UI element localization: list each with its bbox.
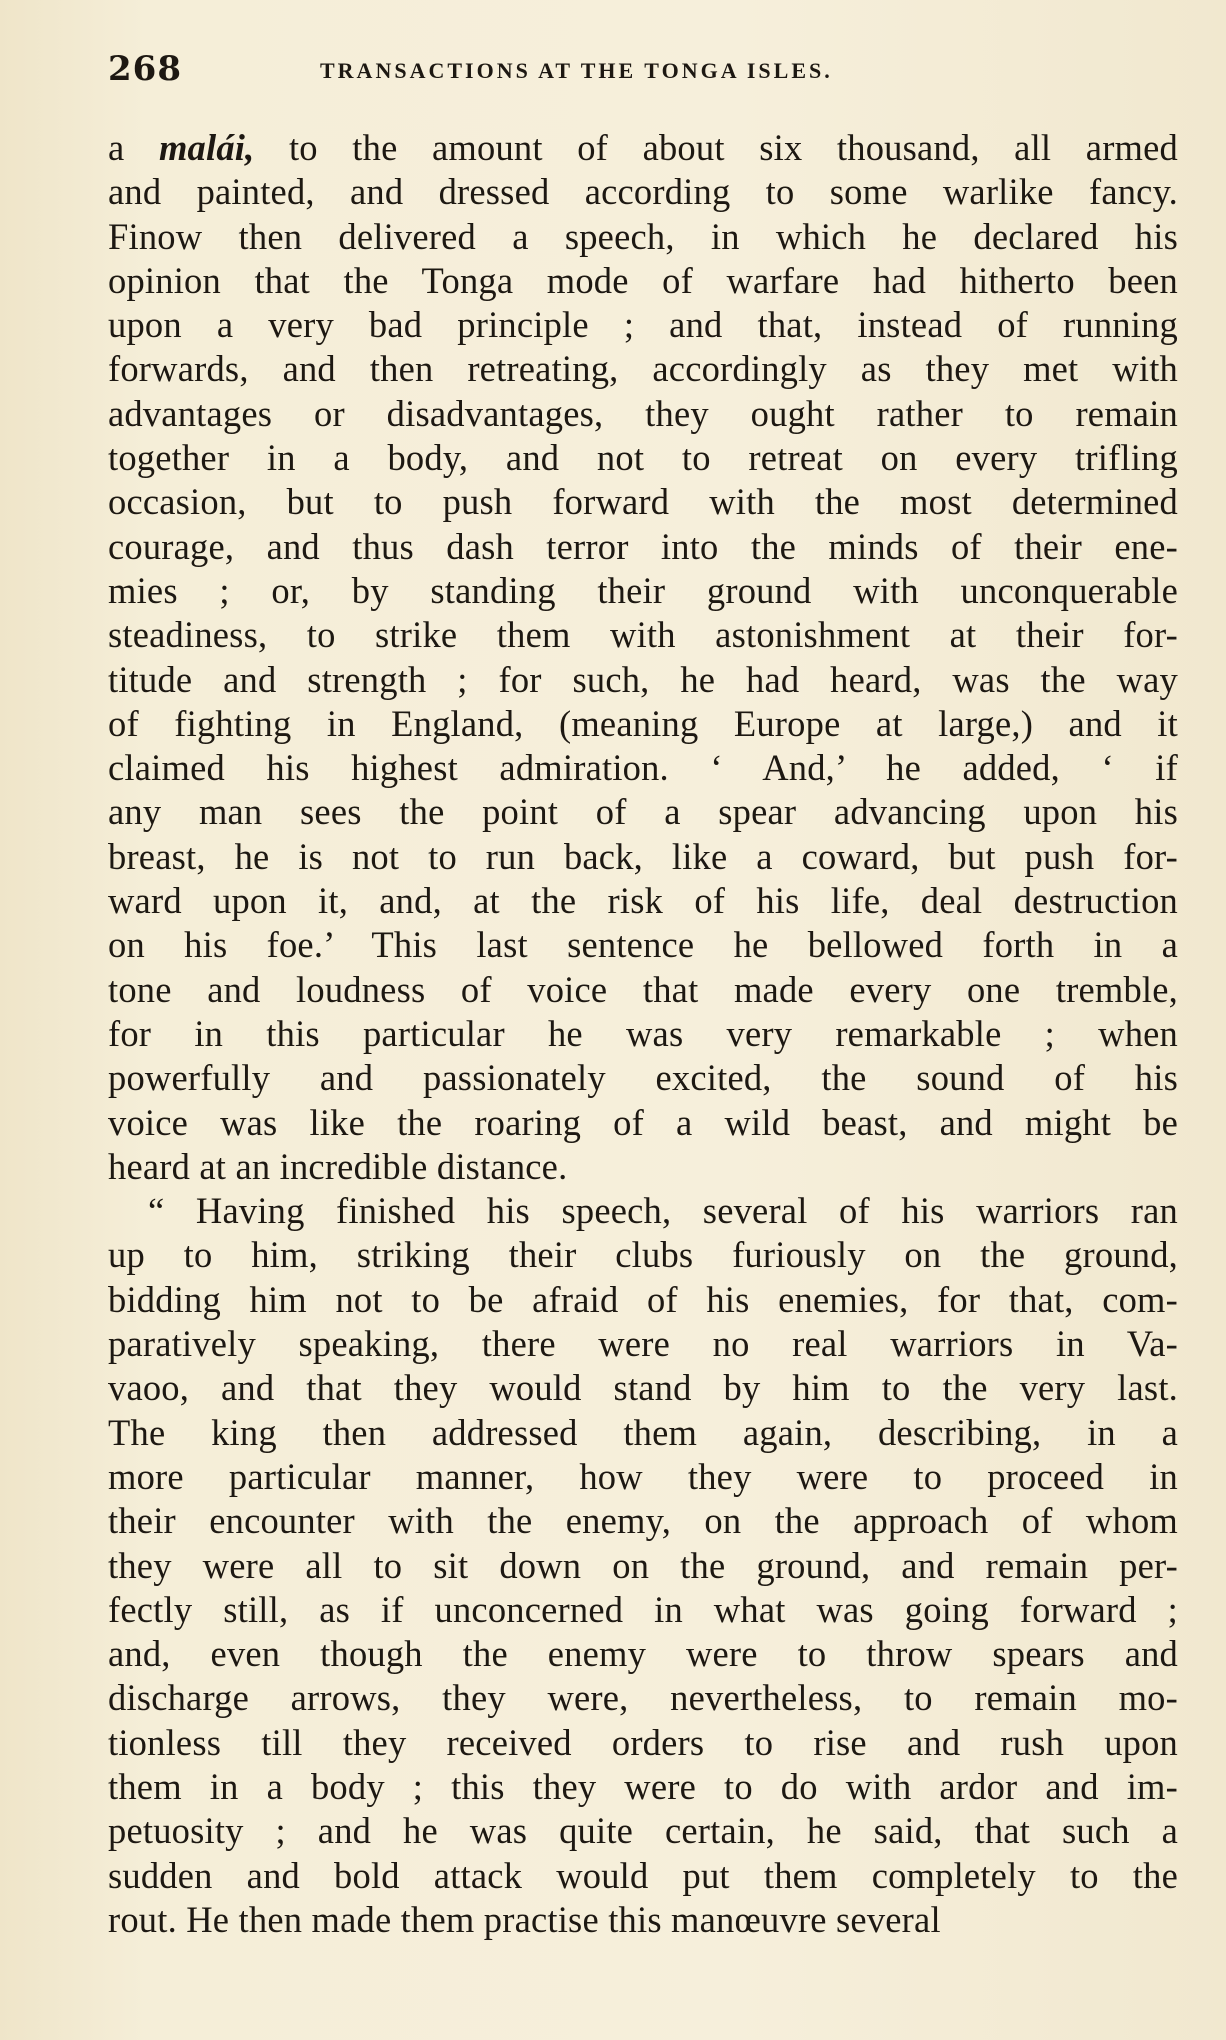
text-line: advantages or disadvantages, they ought rather to remain (108, 392, 1178, 434)
text-line: any man sees the point of a spear advancing upon his (108, 791, 1178, 833)
text-line: breast, he is not to run back, like a coward, but push for- (108, 835, 1178, 877)
text-line: their encounter with the enemy, on the approach of whom (108, 1500, 1178, 1542)
text-line: courage, and thus dash terror into the minds of their ene- (108, 525, 1178, 567)
text-line: Finow then delivered a speech, in which he declared his (108, 215, 1178, 257)
text-line (108, 126, 1178, 170)
text-line: up to him, striking their clubs furiously on the ground, (108, 1234, 1178, 1276)
text-line: tone and loudness of voice that made every one tremble, (108, 968, 1178, 1010)
text-line: claimed his highest admiration. ‘ And,’ he added, ‘ if (108, 747, 1178, 789)
text-line: upon a very bad principle ; and that, instead of running (108, 304, 1178, 346)
text-line: fectly still, as if unconcerned in what was going forward ; (108, 1588, 1178, 1630)
paragraph (108, 126, 1178, 1189)
text-line: and painted, and dressed according to some warlike fancy. (108, 171, 1178, 213)
text-line: “ Having finished his speech, several of his warriors ran (148, 1190, 1178, 1232)
text-line: The king then addressed them again, describing, in a (108, 1411, 1178, 1453)
text-line: discharge arrows, they were, nevertheless, to remain mo- (108, 1677, 1178, 1719)
text-line: and, even though the enemy were to throw spears and (108, 1633, 1178, 1675)
text-line: tionless till they received orders to rise and rush upon (108, 1721, 1178, 1763)
text-fragment: a (108, 127, 159, 168)
page-header (108, 44, 1178, 94)
text-line: them in a body ; this they were to do with ardor and im- (108, 1765, 1178, 1807)
text-line: on his foe.’ This last sentence he bellowed forth in a (108, 924, 1178, 966)
text-line: occasion, but to push forward with the most determined (108, 481, 1178, 523)
text-line: vaoo, and that they would stand by him to the very last. (108, 1367, 1178, 1409)
running-title: TRANSACTIONS AT THE TONGA ISLES. (320, 58, 833, 83)
text-line: voice was like the roaring of a wild beast, and might be (108, 1101, 1178, 1143)
text-line: bidding him not to be afraid of his enemies, for that, com- (108, 1278, 1178, 1320)
text-line: mies ; or, by standing their ground with unconquerable (108, 569, 1178, 611)
text-line: together in a body, and not to retreat on every trifling (108, 437, 1178, 479)
text-line: heard at an incredible distance. (108, 1145, 568, 1187)
text-line: rout. He then made them practise this manœuvre several (108, 1898, 941, 1940)
text-line: they were all to sit down on the ground, and remain per- (108, 1544, 1178, 1586)
page-number: 268 (108, 49, 182, 89)
body-text (108, 126, 1178, 1942)
text-line: opinion that the Tonga mode of warfare had hitherto been (108, 259, 1178, 301)
text-line: for in this particular he was very remarkable ; when (108, 1012, 1178, 1054)
text-line: ward upon it, and, at the risk of his life, deal destruction (108, 880, 1178, 922)
text-line: petuosity ; and he was quite certain, he said, that such a (108, 1810, 1178, 1852)
text-line: of fighting in England, (meaning Europe at large,) and it (108, 702, 1178, 744)
text-line: steadiness, to strike them with astonishment at their for- (108, 614, 1178, 656)
text-line: paratively speaking, there were no real warriors in Va- (108, 1323, 1178, 1365)
text-fragment: to the amount of about six thousand, all armed (254, 127, 1178, 168)
italic-term: malái, (158, 127, 255, 168)
text-line: forwards, and then retreating, accordingly as they met with (108, 348, 1178, 390)
paragraph (108, 1189, 1178, 1942)
text-line: powerfully and passionately excited, the sound of his (108, 1057, 1178, 1099)
text-line: titude and strength ; for such, he had heard, was the way (108, 658, 1178, 700)
text-line: more particular manner, how they were to proceed in (108, 1455, 1178, 1497)
text-line: sudden and bold attack would put them completely to the (108, 1854, 1178, 1896)
